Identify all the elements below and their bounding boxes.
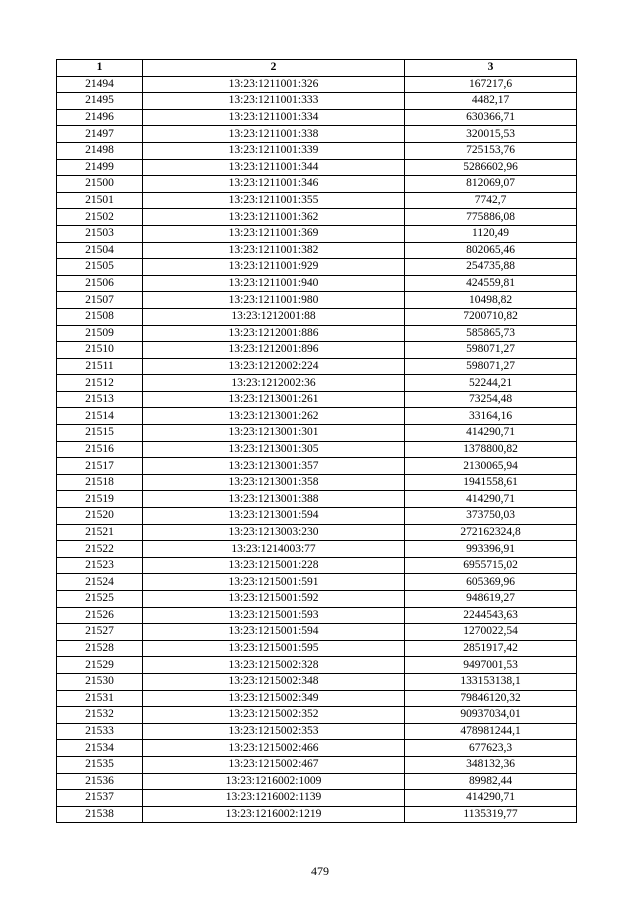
value-cell: 254735,88 [405, 259, 577, 276]
row-number-cell: 21519 [57, 491, 143, 508]
value-cell: 812069,07 [405, 176, 577, 193]
row-number-cell: 21497 [57, 126, 143, 143]
table-row [57, 790, 577, 807]
cadastral-number-cell: 13:23:1215002:328 [143, 657, 405, 674]
table-row [57, 292, 577, 309]
table-row [57, 773, 577, 790]
cadastral-number-cell: 13:23:1212001:896 [143, 342, 405, 359]
value-cell: 993396,91 [405, 541, 577, 558]
cadastral-number-cell: 13:23:1215001:228 [143, 557, 405, 574]
row-number-cell: 21522 [57, 541, 143, 558]
cadastral-number-cell: 13:23:1215002:353 [143, 723, 405, 740]
value-cell: 1941558,61 [405, 474, 577, 491]
table-body [57, 76, 577, 823]
value-cell: 1270022,54 [405, 624, 577, 641]
value-cell: 2244543,63 [405, 607, 577, 624]
cadastral-number-cell: 13:23:1215001:592 [143, 591, 405, 608]
value-cell: 598071,27 [405, 358, 577, 375]
value-cell: 348132,36 [405, 756, 577, 773]
table-row [57, 524, 577, 541]
cadastral-number-cell: 13:23:1211001:929 [143, 259, 405, 276]
value-cell: 33164,16 [405, 408, 577, 425]
row-number-cell: 21507 [57, 292, 143, 309]
value-cell: 1135319,77 [405, 806, 577, 823]
cadastral-number-cell: 13:23:1213001:261 [143, 391, 405, 408]
cadastral-number-cell: 13:23:1213001:301 [143, 425, 405, 442]
value-cell: 585865,73 [405, 325, 577, 342]
cadastral-number-cell: 13:23:1211001:344 [143, 159, 405, 176]
table-row [57, 192, 577, 209]
cadastral-number-cell: 13:23:1213001:262 [143, 408, 405, 425]
table-row [57, 325, 577, 342]
row-number-cell: 21536 [57, 773, 143, 790]
cadastral-number-cell: 13:23:1215001:593 [143, 607, 405, 624]
cadastral-number-cell: 13:23:1215002:348 [143, 673, 405, 690]
table-row [57, 806, 577, 823]
value-cell: 79846120,32 [405, 690, 577, 707]
row-number-cell: 21528 [57, 640, 143, 657]
table-row [57, 474, 577, 491]
value-cell: 1120,49 [405, 225, 577, 242]
table-row [57, 591, 577, 608]
cadastral-number-cell: 13:23:1211001:362 [143, 209, 405, 226]
cadastral-number-cell: 13:23:1212001:88 [143, 308, 405, 325]
cadastral-number-cell: 13:23:1215002:466 [143, 740, 405, 757]
table-row [57, 756, 577, 773]
value-cell: 478981244,1 [405, 723, 577, 740]
row-number-cell: 21520 [57, 508, 143, 525]
cadastral-number-cell: 13:23:1211001:940 [143, 275, 405, 292]
table-row [57, 574, 577, 591]
value-cell: 2130065,94 [405, 458, 577, 475]
table-row [57, 126, 577, 143]
row-number-cell: 21501 [57, 192, 143, 209]
column-header-1: 1 [57, 60, 143, 77]
cadastral-number-cell: 13:23:1213001:357 [143, 458, 405, 475]
table-row [57, 557, 577, 574]
row-number-cell: 21508 [57, 308, 143, 325]
table-row [57, 458, 577, 475]
table-row [57, 673, 577, 690]
row-number-cell: 21538 [57, 806, 143, 823]
value-cell: 373750,03 [405, 508, 577, 525]
table-row [57, 508, 577, 525]
table-row [57, 76, 577, 93]
value-cell: 133153138,1 [405, 673, 577, 690]
row-number-cell: 21500 [57, 176, 143, 193]
table-row [57, 375, 577, 392]
cadastral-number-cell: 13:23:1213003:230 [143, 524, 405, 541]
table-row [57, 607, 577, 624]
table-row [57, 93, 577, 110]
value-cell: 677623,3 [405, 740, 577, 757]
row-number-cell: 21511 [57, 358, 143, 375]
cadastral-number-cell: 13:23:1214003:77 [143, 541, 405, 558]
cadastral-number-cell: 13:23:1211001:382 [143, 242, 405, 259]
row-number-cell: 21534 [57, 740, 143, 757]
table-row [57, 624, 577, 641]
table-row [57, 441, 577, 458]
cadastral-number-cell: 13:23:1215002:352 [143, 707, 405, 724]
table-row [57, 541, 577, 558]
cadastral-number-cell: 13:23:1216002:1219 [143, 806, 405, 823]
table-row [57, 491, 577, 508]
row-number-cell: 21524 [57, 574, 143, 591]
row-number-cell: 21509 [57, 325, 143, 342]
cadastral-number-cell: 13:23:1213001:305 [143, 441, 405, 458]
cadastral-number-cell: 13:23:1211001:339 [143, 142, 405, 159]
row-number-cell: 21505 [57, 259, 143, 276]
value-cell: 73254,48 [405, 391, 577, 408]
row-number-cell: 21503 [57, 225, 143, 242]
table-row [57, 109, 577, 126]
row-number-cell: 21531 [57, 690, 143, 707]
row-number-cell: 21517 [57, 458, 143, 475]
cadastral-number-cell: 13:23:1213001:594 [143, 508, 405, 525]
value-cell: 10498,82 [405, 292, 577, 309]
cadastral-number-cell: 13:23:1215002:467 [143, 756, 405, 773]
cadastral-number-cell: 13:23:1211001:980 [143, 292, 405, 309]
row-number-cell: 21527 [57, 624, 143, 641]
cadastral-number-cell: 13:23:1211001:369 [143, 225, 405, 242]
row-number-cell: 21515 [57, 425, 143, 442]
cadastral-number-cell: 13:23:1215002:349 [143, 690, 405, 707]
value-cell: 414290,71 [405, 491, 577, 508]
row-number-cell: 21510 [57, 342, 143, 359]
value-cell: 167217,6 [405, 76, 577, 93]
page-number: 479 [311, 864, 329, 878]
table-row [57, 242, 577, 259]
cadastral-number-cell: 13:23:1211001:333 [143, 93, 405, 110]
table-row [57, 342, 577, 359]
column-header-3: 3 [405, 60, 577, 77]
value-cell: 272162324,8 [405, 524, 577, 541]
value-cell: 775886,08 [405, 209, 577, 226]
value-cell: 605369,96 [405, 574, 577, 591]
table-row [57, 408, 577, 425]
cadastral-number-cell: 13:23:1211001:334 [143, 109, 405, 126]
value-cell: 725153,76 [405, 142, 577, 159]
table-row [57, 275, 577, 292]
value-cell: 802065,46 [405, 242, 577, 259]
table-row [57, 159, 577, 176]
cadastral-number-cell: 13:23:1211001:355 [143, 192, 405, 209]
table-row [57, 723, 577, 740]
row-number-cell: 21512 [57, 375, 143, 392]
table-row [57, 391, 577, 408]
row-number-cell: 21516 [57, 441, 143, 458]
row-number-cell: 21535 [57, 756, 143, 773]
row-number-cell: 21518 [57, 474, 143, 491]
data-table [56, 59, 577, 823]
value-cell: 90937034,01 [405, 707, 577, 724]
table-row [57, 259, 577, 276]
row-number-cell: 21532 [57, 707, 143, 724]
cadastral-number-cell: 13:23:1215001:595 [143, 640, 405, 657]
value-cell: 414290,71 [405, 425, 577, 442]
cadastral-number-cell: 13:23:1212002:224 [143, 358, 405, 375]
row-number-cell: 21506 [57, 275, 143, 292]
value-cell: 2851917,42 [405, 640, 577, 657]
value-cell: 948619,27 [405, 591, 577, 608]
table-row [57, 209, 577, 226]
table-row [57, 176, 577, 193]
table-row [57, 690, 577, 707]
table-row [57, 657, 577, 674]
row-number-cell: 21526 [57, 607, 143, 624]
row-number-cell: 21525 [57, 591, 143, 608]
row-number-cell: 21530 [57, 673, 143, 690]
table-row [57, 225, 577, 242]
row-number-cell: 21521 [57, 524, 143, 541]
cadastral-number-cell: 13:23:1215001:594 [143, 624, 405, 641]
value-cell: 6955715,02 [405, 557, 577, 574]
cadastral-number-cell: 13:23:1211001:326 [143, 76, 405, 93]
row-number-cell: 21504 [57, 242, 143, 259]
table-row [57, 640, 577, 657]
row-number-cell: 21496 [57, 109, 143, 126]
cadastral-number-cell: 13:23:1212002:36 [143, 375, 405, 392]
row-number-cell: 21499 [57, 159, 143, 176]
cadastral-number-cell: 13:23:1216002:1139 [143, 790, 405, 807]
row-number-cell: 21495 [57, 93, 143, 110]
value-cell: 414290,71 [405, 790, 577, 807]
cadastral-number-cell: 13:23:1216002:1009 [143, 773, 405, 790]
table-row [57, 358, 577, 375]
value-cell: 9497001,53 [405, 657, 577, 674]
value-cell: 1378800,82 [405, 441, 577, 458]
value-cell: 320015,53 [405, 126, 577, 143]
column-header-2: 2 [143, 60, 405, 77]
row-number-cell: 21514 [57, 408, 143, 425]
value-cell: 598071,27 [405, 342, 577, 359]
row-number-cell: 21529 [57, 657, 143, 674]
table-header-row [57, 60, 577, 77]
value-cell: 5286602,96 [405, 159, 577, 176]
table-row [57, 142, 577, 159]
value-cell: 4482,17 [405, 93, 577, 110]
value-cell: 89982,44 [405, 773, 577, 790]
table-row [57, 740, 577, 757]
row-number-cell: 21513 [57, 391, 143, 408]
cadastral-number-cell: 13:23:1215001:591 [143, 574, 405, 591]
row-number-cell: 21523 [57, 557, 143, 574]
value-cell: 7200710,82 [405, 308, 577, 325]
row-number-cell: 21537 [57, 790, 143, 807]
row-number-cell: 21498 [57, 142, 143, 159]
cadastral-number-cell: 13:23:1213001:388 [143, 491, 405, 508]
table-row [57, 707, 577, 724]
cadastral-number-cell: 13:23:1213001:358 [143, 474, 405, 491]
row-number-cell: 21502 [57, 209, 143, 226]
cadastral-number-cell: 13:23:1211001:346 [143, 176, 405, 193]
cadastral-number-cell: 13:23:1211001:338 [143, 126, 405, 143]
value-cell: 7742,7 [405, 192, 577, 209]
table-row [57, 425, 577, 442]
value-cell: 630366,71 [405, 109, 577, 126]
value-cell: 52244,21 [405, 375, 577, 392]
cadastral-number-cell: 13:23:1212001:886 [143, 325, 405, 342]
value-cell: 424559,81 [405, 275, 577, 292]
row-number-cell: 21533 [57, 723, 143, 740]
table-row [57, 308, 577, 325]
row-number-cell: 21494 [57, 76, 143, 93]
